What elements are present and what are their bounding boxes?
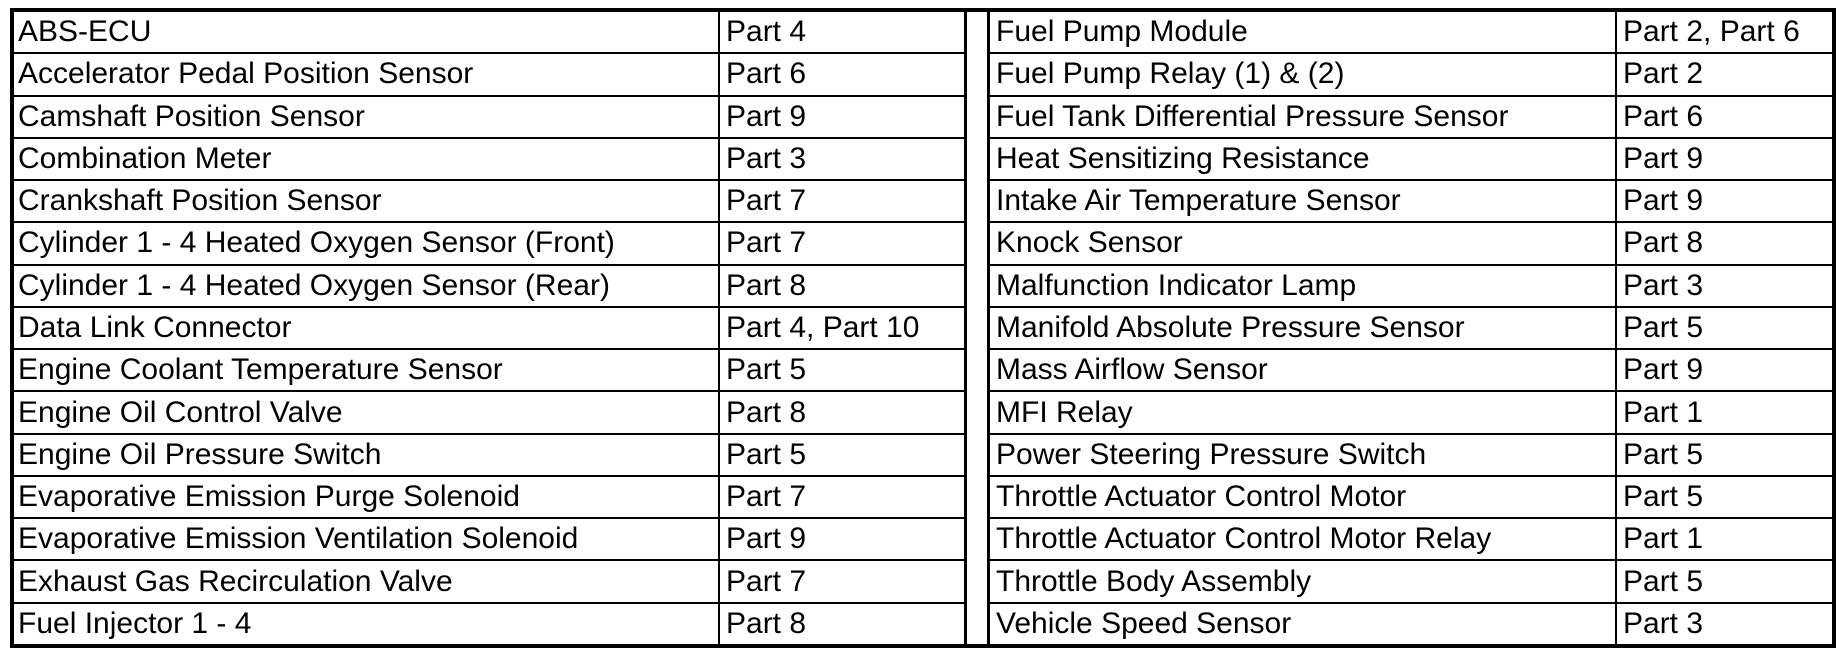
table-row <box>990 308 1832 350</box>
component-name-cell: Fuel Pump Relay (1) & (2) <box>990 54 1617 94</box>
table-row <box>990 181 1832 223</box>
component-name-cell: Knock Sensor <box>990 223 1617 263</box>
part-reference-cell: Part 1 <box>1623 522 1704 556</box>
table-row <box>990 477 1832 519</box>
table-row <box>990 97 1832 139</box>
table-row <box>14 392 964 434</box>
table-row <box>990 604 1832 644</box>
table-row <box>14 266 964 308</box>
component-name-cell: Cylinder 1 - 4 Heated Oxygen Sensor (Rear) <box>14 266 720 306</box>
component-name-cell: Power Steering Pressure Switch <box>990 435 1617 475</box>
part-reference-cell: Part 8 <box>726 395 807 429</box>
part-reference-cell: Part 9 <box>726 522 807 556</box>
component-name-cell: Vehicle Speed Sensor <box>990 604 1617 644</box>
part-reference-cell: Part 8 <box>726 268 807 302</box>
component-name-cell: Heat Sensitizing Resistance <box>990 139 1617 179</box>
component-name-cell: Engine Oil Control Valve <box>14 392 720 432</box>
table-row <box>14 97 964 139</box>
part-reference-cell: Part 5 <box>1623 480 1704 514</box>
table-row <box>14 54 964 96</box>
part-reference-cell: Part 8 <box>1623 226 1704 260</box>
table-row <box>14 477 964 519</box>
part-reference-cell: Part 7 <box>726 480 807 514</box>
part-reference-cell: Part 6 <box>1623 99 1704 133</box>
part-reference-cell: Part 3 <box>1623 268 1704 302</box>
part-reference-cell: Part 5 <box>1623 564 1704 598</box>
table-row <box>14 350 964 392</box>
component-name-cell: Intake Air Temperature Sensor <box>990 181 1617 221</box>
table-row <box>990 139 1832 181</box>
table-row <box>14 308 964 350</box>
part-reference-cell: Part 3 <box>1623 606 1704 640</box>
component-name-cell: Combination Meter <box>14 139 720 179</box>
component-name-cell: Manifold Absolute Pressure Sensor <box>990 308 1617 348</box>
component-name-cell: Fuel Injector 1 - 4 <box>14 604 720 644</box>
component-name-cell: Fuel Tank Differential Pressure Sensor <box>990 97 1617 137</box>
table-row <box>990 392 1832 434</box>
component-name-cell: Throttle Actuator Control Motor <box>990 477 1617 517</box>
table-row <box>14 435 964 477</box>
component-name-cell: Data Link Connector <box>14 308 720 348</box>
table-row <box>990 350 1832 392</box>
component-name-cell: Malfunction Indicator Lamp <box>990 266 1617 306</box>
component-name-cell: Fuel Pump Module <box>990 12 1617 52</box>
part-reference-cell: Part 5 <box>726 353 807 387</box>
table-row <box>990 223 1832 265</box>
part-reference-cell: Part 1 <box>1623 395 1704 429</box>
table-row <box>14 604 964 644</box>
part-reference-cell: Part 5 <box>726 437 807 471</box>
part-reference-cell: Part 9 <box>726 99 807 133</box>
component-name-cell: ABS-ECU <box>14 12 720 52</box>
component-name-cell: Evaporative Emission Purge Solenoid <box>14 477 720 517</box>
part-reference-cell: Part 7 <box>726 226 807 260</box>
component-name-cell: Engine Oil Pressure Switch <box>14 435 720 475</box>
right-column-group <box>990 12 1832 644</box>
column-spacer <box>967 12 990 644</box>
component-name-cell: Evaporative Emission Ventilation Solenoid <box>14 519 720 559</box>
component-name-cell: Engine Coolant Temperature Sensor <box>14 350 720 390</box>
component-name-cell: Throttle Actuator Control Motor Relay <box>990 519 1617 559</box>
table-row <box>14 519 964 561</box>
part-reference-cell: Part 2 <box>1623 57 1704 91</box>
table-row <box>14 181 964 223</box>
part-reference-cell: Part 4 <box>726 15 807 49</box>
table-row <box>14 139 964 181</box>
component-name-cell: Mass Airflow Sensor <box>990 350 1617 390</box>
part-reference-cell: Part 2, Part 6 <box>1623 15 1800 49</box>
component-name-cell: Exhaust Gas Recirculation Valve <box>14 561 720 601</box>
table-row <box>14 561 964 603</box>
table-row <box>990 266 1832 308</box>
part-reference-cell: Part 4, Part 10 <box>726 310 920 344</box>
component-name-cell: Crankshaft Position Sensor <box>14 181 720 221</box>
part-reference-cell: Part 3 <box>726 141 807 175</box>
left-column-group <box>14 12 967 644</box>
part-reference-cell: Part 7 <box>726 564 807 598</box>
table-row <box>990 519 1832 561</box>
part-reference-cell: Part 9 <box>1623 184 1704 218</box>
part-reference-cell: Part 5 <box>1623 310 1704 344</box>
part-reference-cell: Part 6 <box>726 57 807 91</box>
part-reference-cell: Part 5 <box>1623 437 1704 471</box>
part-reference-cell: Part 9 <box>1623 141 1704 175</box>
table-row <box>990 12 1832 54</box>
part-reference-cell: Part 7 <box>726 184 807 218</box>
component-name-cell: Accelerator Pedal Position Sensor <box>14 54 720 94</box>
component-name-cell: Cylinder 1 - 4 Heated Oxygen Sensor (Front) <box>14 223 720 263</box>
table-row <box>990 54 1832 96</box>
table-row <box>990 561 1832 603</box>
table-row <box>990 435 1832 477</box>
table-row <box>14 223 964 265</box>
component-name-cell: MFI Relay <box>990 392 1617 432</box>
component-index-table <box>10 8 1836 648</box>
part-reference-cell: Part 9 <box>1623 353 1704 387</box>
part-reference-cell: Part 8 <box>726 606 807 640</box>
table-row <box>14 12 964 54</box>
component-name-cell: Camshaft Position Sensor <box>14 97 720 137</box>
component-name-cell: Throttle Body Assembly <box>990 561 1617 601</box>
